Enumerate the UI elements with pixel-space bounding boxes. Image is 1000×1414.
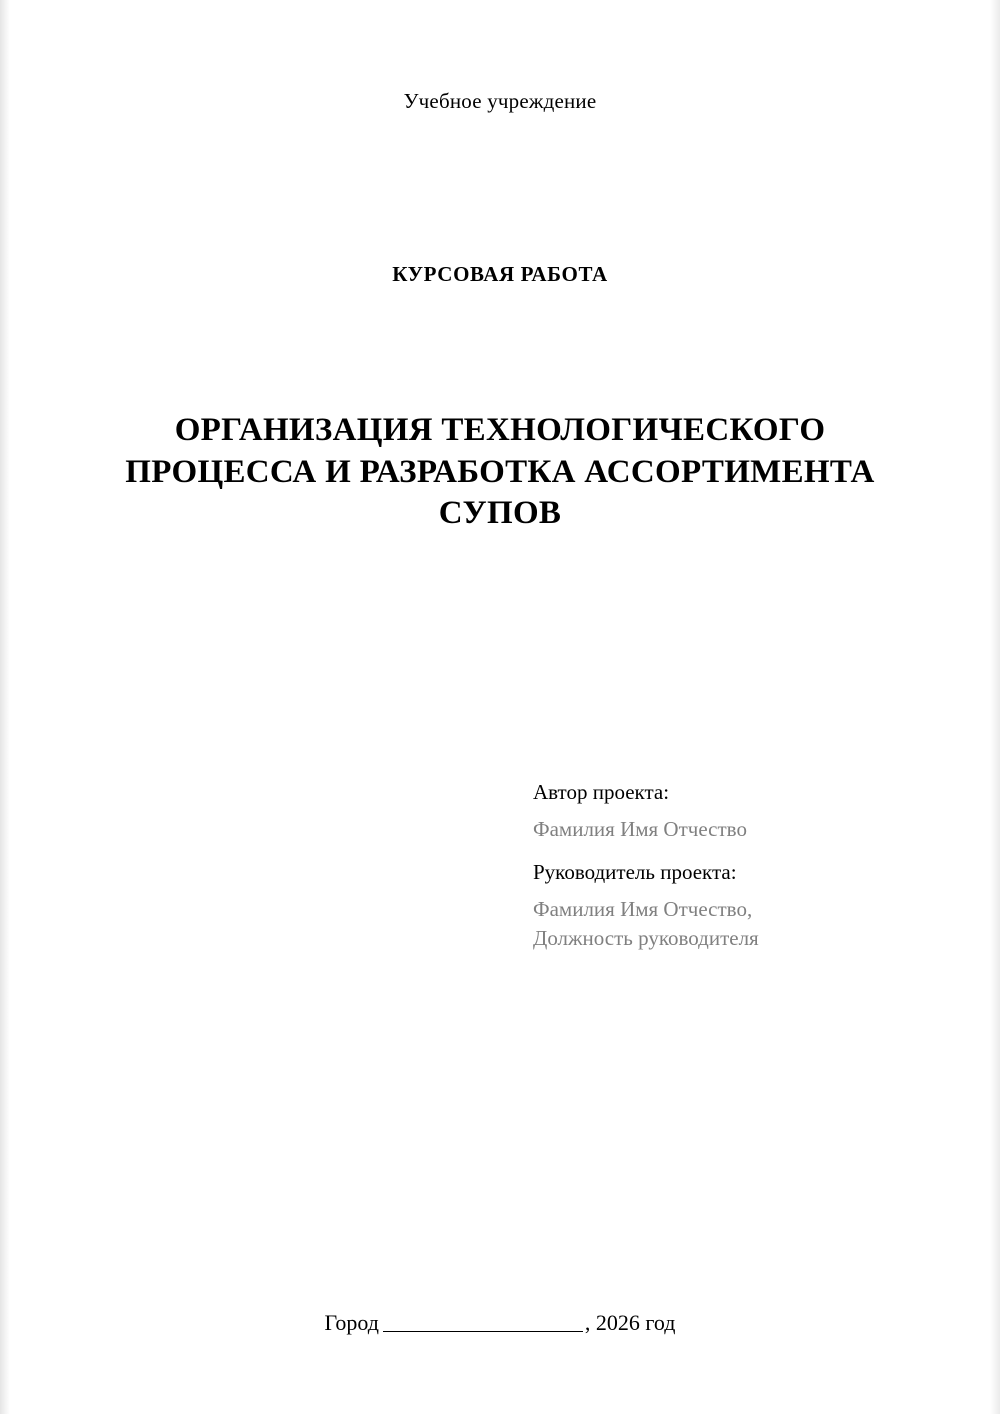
institution-name: Учебное учреждение — [403, 89, 597, 113]
footer-city-year — [0, 1310, 1000, 1336]
author-block — [533, 782, 933, 840]
city-blank-line — [383, 1331, 583, 1332]
supervisor-value-position: Должность руководителя — [533, 926, 759, 950]
page-title: ОРГАНИЗАЦИЯ ТЕХНОЛОГИЧЕСКОГО ПРОЦЕССА И РАЗРАБОТКА АССОРТИМЕНТА СУПОВ — [125, 412, 875, 532]
supervisor-label: Руководитель проекта: — [533, 860, 737, 884]
work-type-heading: КУРСОВАЯ РАБОТА — [392, 262, 608, 286]
author-label: Автор проекта: — [533, 780, 670, 804]
supervisor-value-name: Фамилия Имя Отчество, — [533, 897, 753, 921]
city-label: Город — [324, 1310, 379, 1335]
supervisor-block — [533, 862, 933, 949]
year-text: , 2026 год — [584, 1310, 676, 1335]
credits-block — [533, 782, 933, 971]
author-value: Фамилия Имя Отчество — [533, 817, 747, 841]
